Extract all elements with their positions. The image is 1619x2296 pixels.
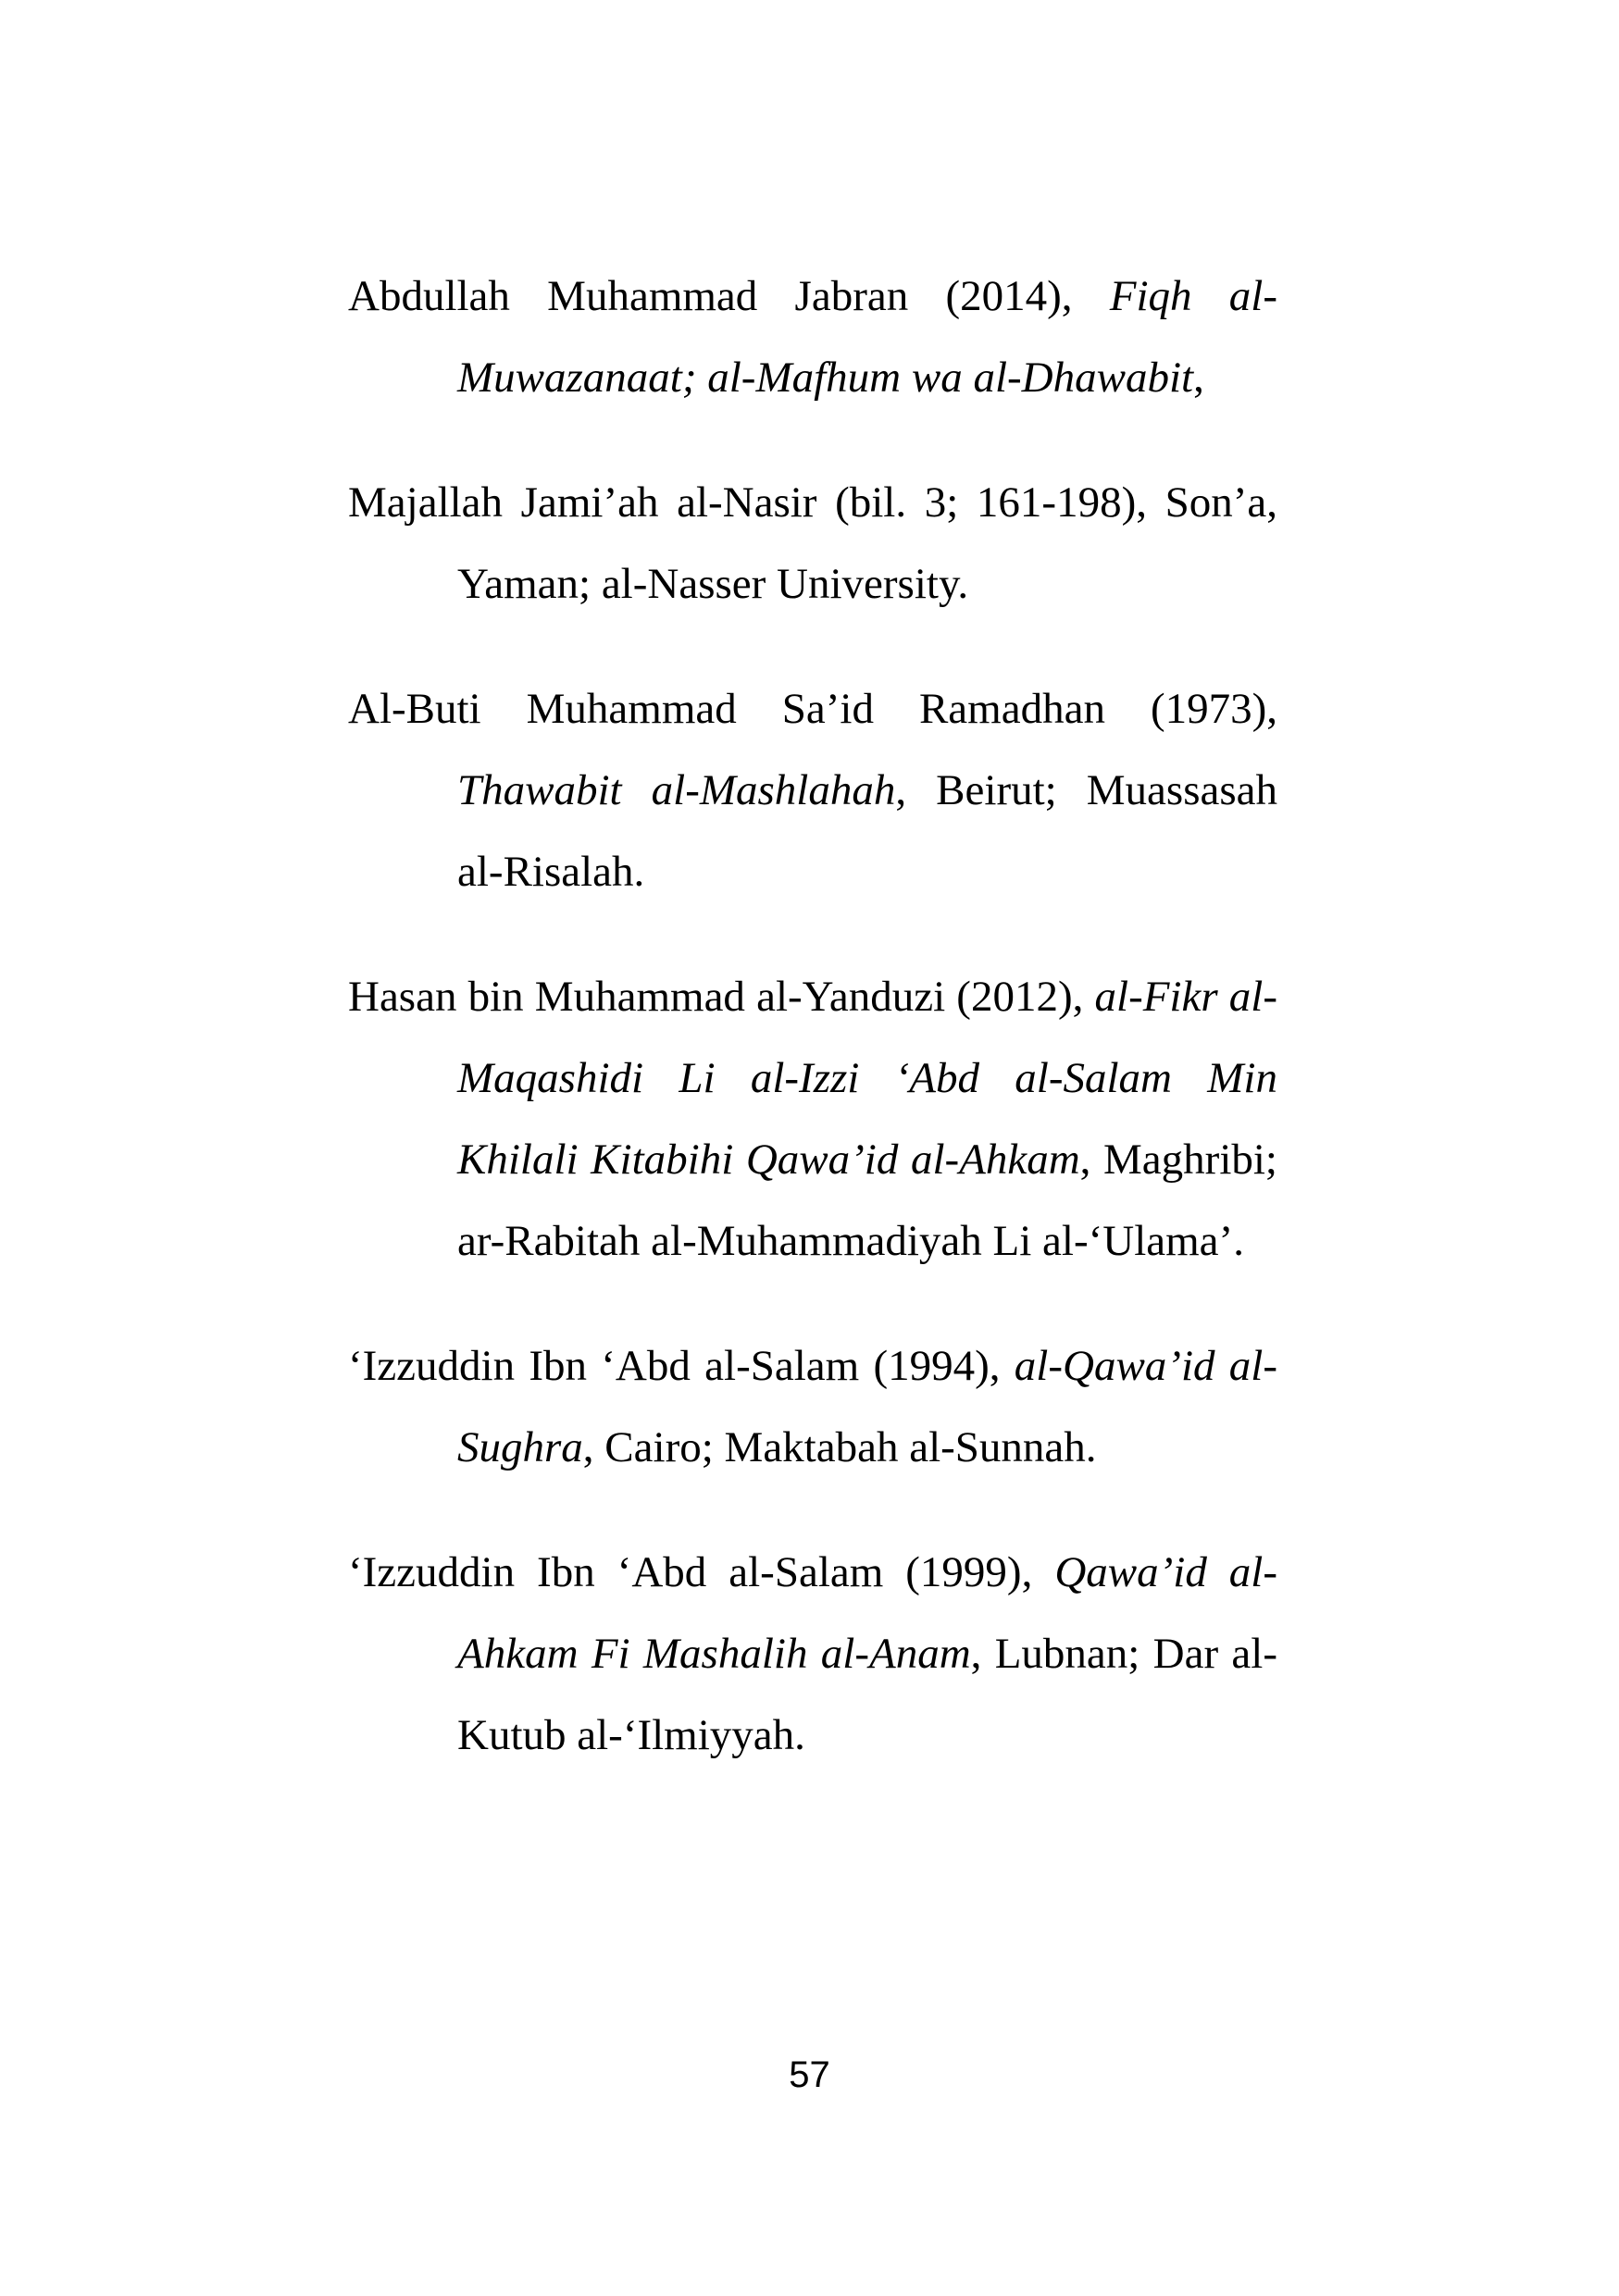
reference-text: Majallah Jami’ah al-Nasir (bil. 3; 161-198), Son’a, Yaman; al-Nasser University. — [348, 478, 1277, 608]
reference-publisher: , Cairo; Maktabah al-Sunnah. — [582, 1423, 1097, 1471]
reference-title: Fiqh al-Muwazanaat; al-Mafhum wa al-Dhawabit — [457, 272, 1277, 402]
reference-title: Thawabit al-Mashlahah — [457, 766, 896, 814]
reference-punctuation: , — [1193, 354, 1204, 402]
reference-publisher: , Lubnan; Dar al-Kutub al-‘Ilmiyyah. — [457, 1630, 1278, 1759]
reference-publisher: , Maghribi; ar-Rabitah al-Muhammadiyah Li al-‘Ulama’. — [457, 1136, 1277, 1265]
reference-entry — [348, 1532, 1277, 1776]
reference-author-year: Abdullah Muhammad Jabran (2014), — [348, 272, 1110, 320]
reference-author-year: ‘Izzuddin Ibn ‘Abd al-Salam (1994), — [348, 1342, 1015, 1390]
reference-title: al-Qawa’id al-Sughra — [457, 1342, 1277, 1471]
reference-entry — [348, 956, 1277, 1282]
bibliography-list — [348, 255, 1277, 1819]
reference-entry — [348, 462, 1277, 625]
reference-author-year: ‘Izzuddin Ibn ‘Abd al-Salam (1999), — [348, 1548, 1055, 1596]
reference-title: al-Fikr al-Maqashidi Li al-Izzi ‘Abd al-Salam Min Khilali Kitabihi Qawa’id al-Ahkam — [457, 973, 1277, 1184]
reference-author-year: Hasan bin Muhammad al-Yanduzi (2012), — [348, 973, 1095, 1021]
reference-entry — [348, 255, 1277, 418]
reference-entry — [348, 668, 1277, 912]
reference-author-year: Al-Buti Muhammad Sa’id Ramadhan (1973), — [348, 685, 1277, 733]
reference-publisher: , Beirut; Muassasah al-Risalah. — [457, 766, 1277, 896]
reference-entry — [348, 1325, 1277, 1488]
page-number: 57 — [789, 2054, 830, 2095]
reference-title: Qawa’id al-Ahkam Fi Mashalih al-Anam — [457, 1548, 1277, 1678]
